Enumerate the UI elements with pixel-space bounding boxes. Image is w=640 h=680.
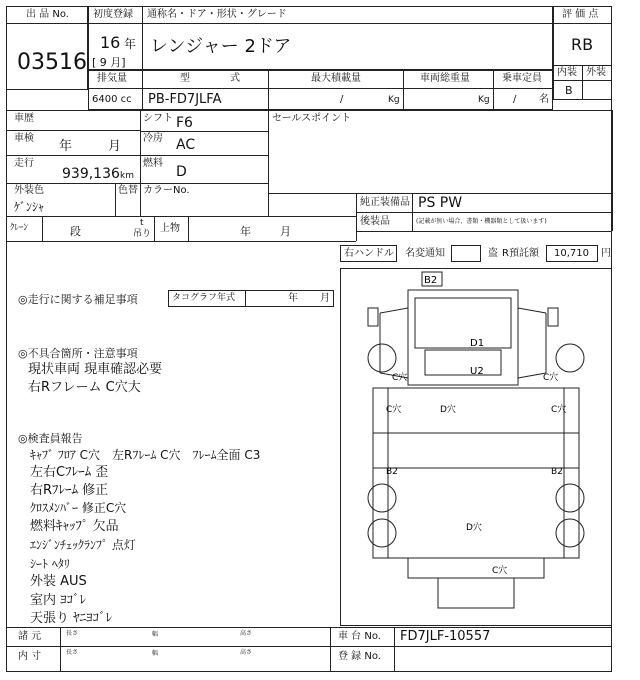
ac-value: AC [176,137,196,153]
inspector-line: 燃料ｷｬｯﾌﾟ 欠品 [30,519,119,534]
reg-month: [ 9 月] [92,56,126,69]
diagram-mark: C穴 [492,566,508,576]
reg-year: 16 [100,33,121,52]
diagram-mark: D1 [470,338,485,349]
disp-value: 6400 cc [92,94,132,105]
inspector-line: 右Rﾌﾚｰﾑ 修正 [30,483,109,498]
reg-label: 初度登録 [93,9,133,20]
defects-title: ◎不具合箇所・注意事項 [18,347,138,360]
body-year: 年 [240,225,251,238]
diagram-mark: B2 [551,467,563,477]
name-change-box [451,245,481,262]
footer-taka: 高さ [240,630,253,637]
lot-label: 出 品 No. [26,9,69,20]
crane-dan: 段 [70,225,81,238]
color-change-label: 色替 [118,185,138,196]
color-label: 外装色 [14,185,44,196]
footer-haba: 幅 [152,631,159,638]
inspection-month: 月 [108,139,122,154]
model-label: 通称名・ドア・形状・グレード [147,9,287,20]
inspection-year: 年 [59,139,73,154]
tax-value: 10,710 [554,248,589,259]
score-value: RB [571,35,594,54]
diagram-mark: B2 [386,467,398,477]
name-change-label: 名変通知 [405,248,445,259]
supplement-title: ◎走行に関する補足事項 [18,293,138,306]
selling-points-label: セールスポイント [272,113,352,124]
inspector-title: ◎検査員報告 [18,432,83,445]
defect-line: 現状車両 現車確認必要 [28,362,163,377]
interior-grade: B [565,84,573,97]
score-label: 評 価 点 [562,9,599,20]
inspector-line: 外装 AUS [30,574,87,589]
type-label: 型 式 [180,73,240,84]
mileage-unit: km [120,171,134,181]
tacho-month: 月 [320,293,330,304]
reg-nen: 年 [124,37,137,51]
diagram-mark: C穴 [551,405,567,415]
footer-haba-2: 幅 [152,650,159,657]
aftermarket-note: (記載が無い場合、書類・機器類として扱います) [416,218,547,225]
interior-label: 内装 [557,67,577,78]
type-value: PB-FD7JLFA [148,92,222,107]
fuel-value: D [176,164,187,180]
inspector-line: ｸﾛｽﾒﾝﾊﾞｰ 修正C穴 [30,501,127,515]
lot-number: 03516 [17,50,87,75]
body-label: 上物 [160,223,180,234]
diagram-mark: B2 [424,275,438,286]
history-label: 車歴 [14,113,34,124]
inspector-line: ｴﾝｼﾞﾝﾁｪｯｸﾗﾝﾌﾟ 点灯 [30,538,136,552]
cap-value: / [513,94,517,105]
ac-label: 冷房 [143,133,163,144]
tacho-year: 年 [288,293,298,304]
aftermarket-label: 後装品 [360,216,390,227]
footer-naga: 長さ [66,630,79,637]
gross-unit: Kg [478,95,490,105]
color-value: ｹﾞﾝｼｬ [14,200,45,214]
inspector-line: 天張り ﾔﾆﾖｺﾞﾚ [30,611,113,626]
tax-label: R預託額 [502,248,539,259]
body-month: 月 [280,225,291,238]
reg-no-label: 登 録 No. [338,651,381,662]
footer-taka-2: 高さ [240,649,253,656]
footer-row2-label: 内 寸 [18,651,42,662]
diagram-mark: C穴 [543,373,559,383]
tax-mark: 盗 [488,248,498,259]
inspection-label: 車検 [14,133,34,144]
diagram-mark: D穴 [466,523,482,533]
diagram-mark: C穴 [386,405,402,415]
inspector-line: ｼｰﾄ ﾍﾀﾘ [30,557,70,571]
inspector-line: 左右Cﾌﾚｰﾑ 歪 [30,465,109,480]
inspector-line: ｷｬﾌﾞ ﾌﾛｱ C穴 左Rﾌﾚｰﾑ C穴 ﾌﾚｰﾑ全面 C3 [30,448,261,462]
inspector-line: 室内 ﾖｺﾞﾚ [30,593,87,608]
diagram-mark: C穴 [392,373,408,383]
equip-value: PS PW [418,195,463,211]
diagram-mark: U2 [470,366,484,377]
fuel-label: 燃料 [143,158,163,169]
load-unit: Kg [388,95,400,105]
exterior-label: 外装 [586,67,606,78]
cap-label: 乗車定員 [502,73,542,84]
footer-row1-label: 諸 元 [18,631,42,642]
chassis-value: FD7JLF-10557 [400,629,491,644]
mileage-value: 939,136 [62,166,120,182]
crane-t: t [140,218,144,228]
shift-value: F6 [176,115,193,131]
tax-yen: 円 [601,248,611,259]
defect-line: 右Rフレーム C穴大 [28,380,141,395]
handle-text: 右ハンドル [344,248,394,259]
load-value: / [340,94,344,105]
cap-unit: 名 [539,94,549,105]
crane-label: ｸﾚｰﾝ [10,223,29,233]
color-no-label: カラーNo. [143,185,190,196]
shift-label: シフト [143,113,173,124]
truck-diagram [340,268,612,626]
diagram-mark: D穴 [440,405,456,415]
crane-hang: 吊り [133,229,152,239]
footer-naga-2: 長さ [66,649,79,656]
chassis-label: 車 台 No. [338,631,381,642]
model-name: レンジャー 2ドア [150,36,292,57]
tacho-label: タコグラフ年式 [172,293,236,303]
gross-label: 車両総重量 [420,73,470,84]
load-label: 最大積載量 [311,73,361,84]
mileage-label: 走行 [14,158,34,169]
disp-label: 排気量 [97,73,127,84]
equip-label: 純正装備品 [360,197,410,208]
